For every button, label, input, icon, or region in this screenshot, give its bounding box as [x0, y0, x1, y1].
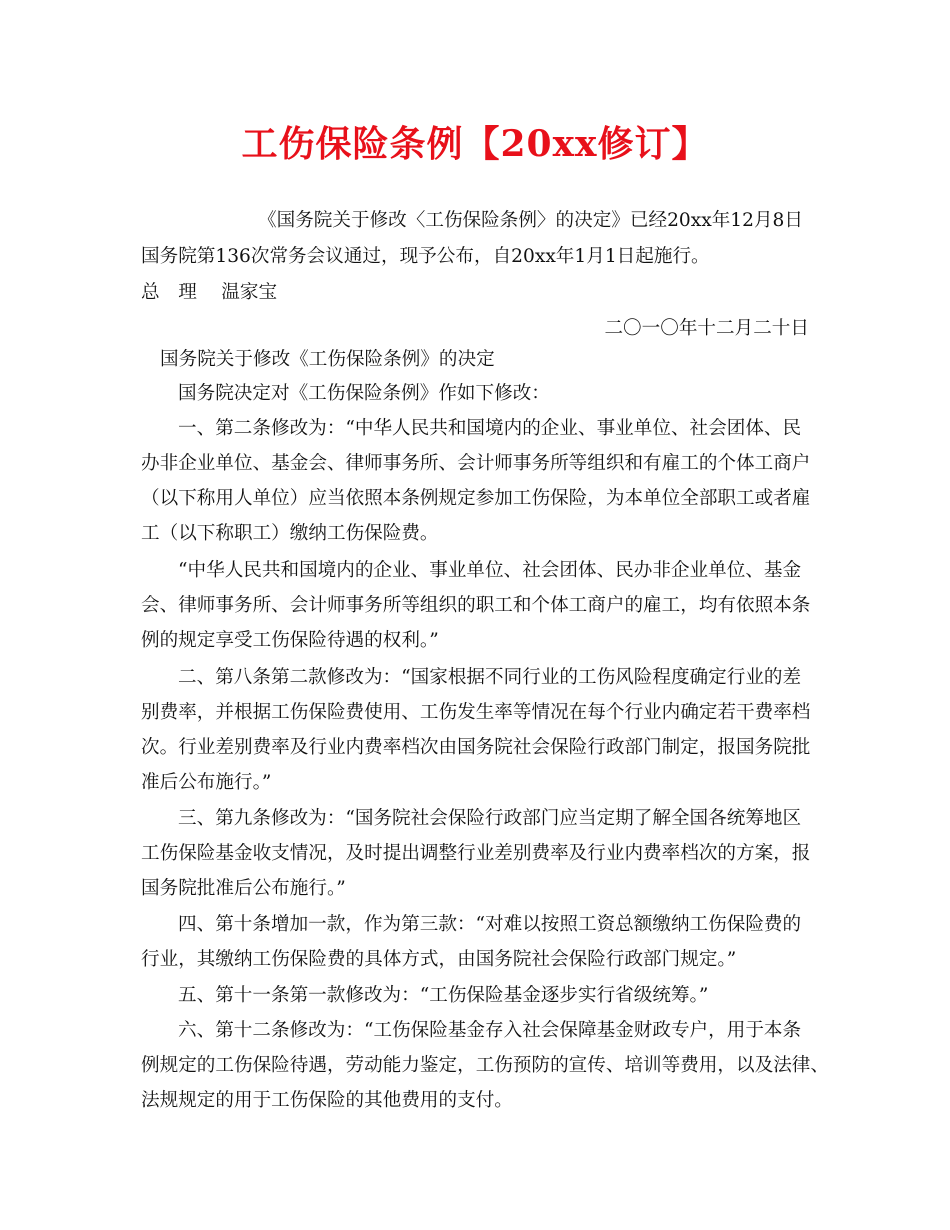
paragraph-3-line-3: 次。行业差别费率及行业内费率档次由国务院社会保险行政部门制定，报国务院批: [141, 737, 811, 758]
paragraph-3-line-2: 别费率，并根据工伤保险费使用、工伤发生率等情况在每个行业内确定若干费率档: [141, 702, 811, 723]
paragraph-7-line-1: 六、第十二条修改为：“工伤保险基金存入社会保障基金财政专户，用于本条: [178, 1020, 802, 1041]
paragraph-2-line-1: “中华人民共和国境内的企业、事业单位、社会团体、民办非企业单位、基金: [178, 560, 802, 581]
paragraph-4-line-3: 国务院批准后公布施行。”: [141, 878, 346, 899]
signing-date: 二〇一〇年十二月二十日: [604, 318, 809, 339]
paragraph-3-line-4: 准后公布施行。”: [141, 772, 272, 793]
paragraph-5-line-1: 四、第十条增加一款，作为第三款：“对难以按照工资总额缴纳工伤保险费的: [178, 914, 802, 935]
document-title: 工伤保险条例【20xx修订】: [241, 123, 709, 165]
paragraph-2-line-2: 会、律师事务所、会计师事务所等组织的职工和个体工商户的雇工，均有依照本条: [141, 595, 811, 616]
paragraph-1-line-4: 工（以下称职工）缴纳工伤保险费。: [141, 523, 439, 544]
paragraph-4-line-2: 工伤保险基金收支情况，及时提出调整行业差别费率及行业内费率档次的方案，报: [141, 843, 811, 864]
paragraph-7-line-3: 法规规定的用于工伤保险的其他费用的支付。: [141, 1090, 513, 1111]
paragraph-1-line-3: （以下称用人单位）应当依照本条例规定参加工伤保险，为本单位全部职工或者雇: [141, 488, 811, 509]
signature-line: 总 理 温家宝: [141, 282, 278, 303]
preamble-line-1: 《国务院关于修改〈工伤保险条例〉的决定》已经20xx年12月8日: [258, 210, 803, 231]
paragraph-4-line-1: 三、第九条修改为：“国务院社会保险行政部门应当定期了解全国各统筹地区: [178, 808, 802, 829]
paragraph-3-line-1: 二、第八条第二款修改为：“国家根据不同行业的工伤风险程度确定行业的差: [178, 667, 802, 688]
paragraph-6-line-1: 五、第十一条第一款修改为：“工伤保险基金逐步实行省级统筹。”: [178, 985, 709, 1006]
paragraph-2-line-3: 例的规定享受工伤保险待遇的权利。”: [141, 630, 439, 651]
paragraph-7-line-2: 例规定的工伤保险待遇，劳动能力鉴定，工伤预防的宣传、培训等费用，以及法律、: [141, 1055, 829, 1076]
decision-intro: 国务院决定对《工伤保险条例》作如下修改：: [178, 383, 550, 404]
preamble-line-2: 国务院第136次常务会议通过，现予公布，自20xx年1月1日起施行。: [141, 246, 710, 267]
paragraph-5-line-2: 行业，其缴纳工伤保险费的具体方式，由国务院社会保险行政部门规定。”: [141, 949, 737, 970]
paragraph-1-line-2: 办非企业单位、基金会、律师事务所、会计师事务所等组织和有雇工的个体工商户: [141, 453, 811, 474]
decision-heading: 国务院关于修改《工伤保险条例》的决定: [160, 349, 495, 370]
paragraph-1-line-1: 一、第二条修改为：“中华人民共和国境内的企业、事业单位、社会团体、民: [178, 418, 802, 439]
